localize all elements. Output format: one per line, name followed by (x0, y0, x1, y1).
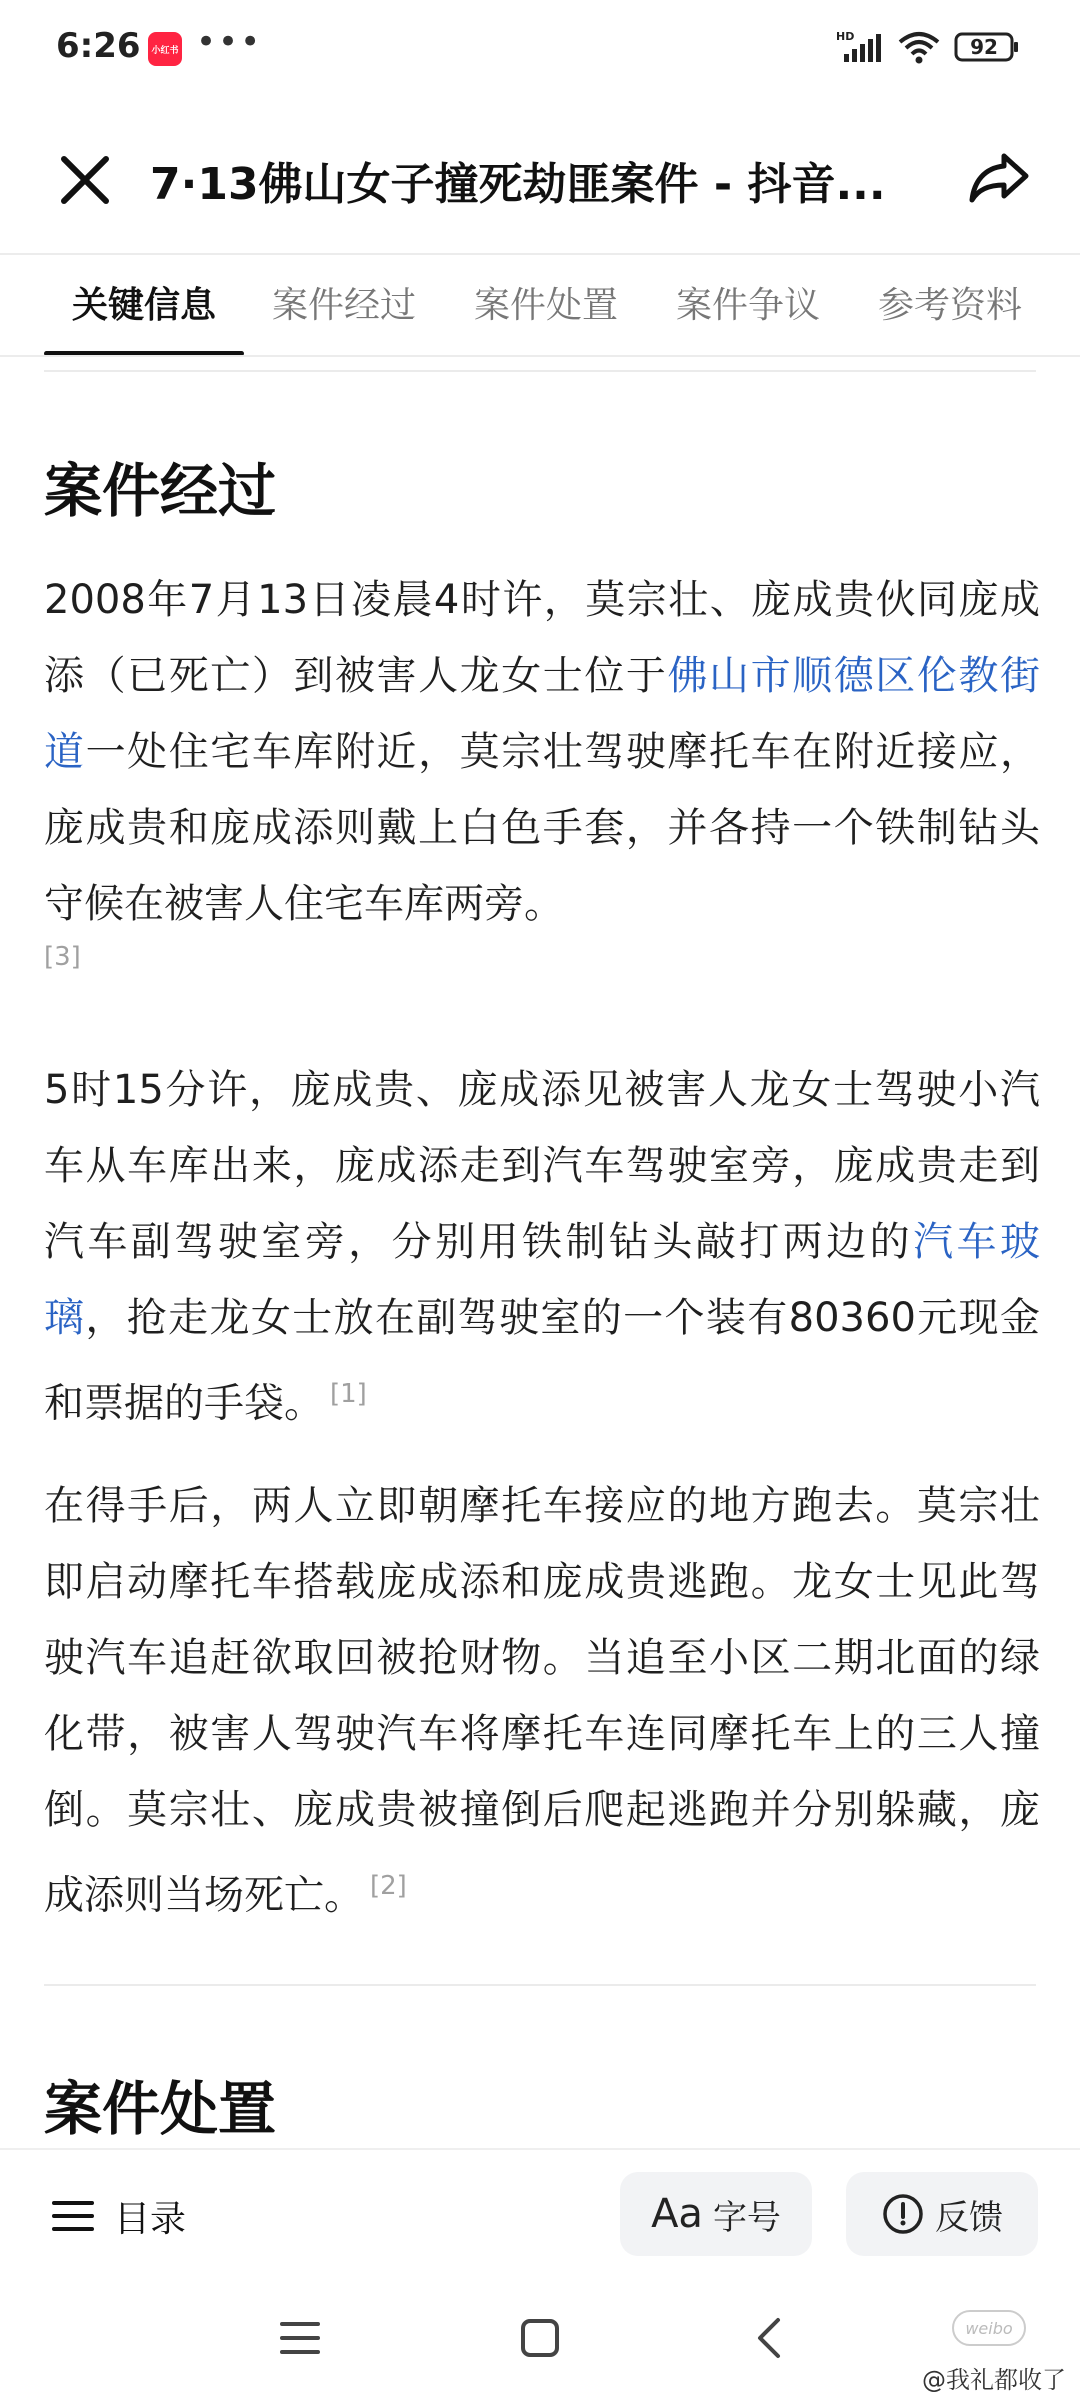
feedback-icon (881, 2192, 925, 2236)
tab-case-dispute[interactable]: 案件争议 (675, 285, 820, 326)
menu-list-icon (52, 2198, 94, 2234)
status-bar (0, 0, 1080, 100)
weibo-watermark-logo: weibo (952, 2310, 1026, 2346)
more-notifications-icon: ••• (196, 22, 263, 62)
page-header (0, 110, 1080, 250)
feedback-label: 反馈 (935, 2197, 1003, 2238)
paragraph-3 (44, 1468, 1040, 1933)
paragraph-3-text: 在得手后，两人立即朝摩托车接应的地方跑去。莫宗壮即启动摩托车搭载庞成添和庞成贵逃跑。龙女士见此驾驶汽车追赶欲取回被抢财物。当追至小区二期北面的绿化带，被害人驾驶汽车将摩托车连同摩托车上的三人撞倒。莫宗壮、庞成贵被撞倒后爬起逃跑并分别躲藏，庞成添则当场死亡。 (44, 1483, 1040, 1919)
paragraph-2-text-b: ，抢走龙女士放在副驾驶室的一个装有80360元现金和票据的手袋。 (44, 1295, 1041, 1427)
paragraph-1-text-a: 2008年7月13日凌晨4时许，莫宗壮、庞成贵伙同庞成添（已死亡）到被害人龙女士位于 (44, 577, 1040, 699)
status-indicators (836, 30, 1020, 64)
tab-references[interactable]: 参考资料 (877, 285, 1022, 326)
font-size-icon: Aa (651, 2191, 703, 2237)
section-tabs (0, 256, 1080, 356)
font-size-label: 字号 (712, 2197, 781, 2238)
tab-case-handling[interactable]: 案件处置 (473, 285, 618, 326)
system-nav-bar (0, 2278, 1080, 2400)
home-button[interactable] (510, 2308, 570, 2368)
paragraph-1 (44, 562, 1040, 942)
page-title: 7·13佛山女子撞死劫匪案件 - 抖音... (150, 159, 886, 210)
wifi-icon (898, 30, 940, 64)
recent-apps-button[interactable] (270, 2308, 330, 2368)
toc-button[interactable] (52, 2186, 186, 2246)
section-title-case-process: 案件经过 (44, 457, 277, 525)
header-divider (0, 253, 1080, 255)
back-chevron-icon (740, 2308, 800, 2368)
reference-3[interactable]: [3] (44, 942, 81, 972)
battery-icon (954, 31, 1020, 63)
close-icon (50, 145, 120, 215)
close-button[interactable] (50, 145, 120, 215)
reference-2[interactable]: [2] (370, 1871, 407, 1901)
xiaohongshu-app-icon: 小红书 (148, 32, 182, 66)
toc-label: 目录 (114, 2198, 187, 2240)
section-title-case-handling: 案件处置 (44, 2075, 277, 2143)
tab-case-process[interactable]: 案件经过 (271, 285, 416, 326)
section-divider (44, 1984, 1036, 1986)
network-type-label: HD (836, 30, 855, 43)
paragraph-1-text-b: 一处住宅车库附近，莫宗壮驾驶摩托车在附近接应，庞成贵和庞成添则戴上白色手套，并各持一个铁制钻头守候在被害人住宅车库两旁。 (44, 729, 1041, 927)
battery-level: 92 (970, 35, 998, 59)
share-icon (964, 142, 1034, 212)
watermark-text: @我礼都收了 (922, 2366, 1066, 2394)
menu-icon (270, 2308, 330, 2368)
link-car-glass[interactable]: 汽车玻璃 (44, 1219, 1041, 1341)
signal-icon (836, 30, 884, 64)
back-button[interactable] (740, 2308, 800, 2368)
paragraph-2 (44, 1052, 1040, 1441)
content-divider (44, 370, 1036, 372)
reference-1[interactable]: [1] (330, 1379, 367, 1409)
home-square-icon (510, 2308, 570, 2368)
bottom-toolbar (0, 2148, 1080, 2278)
font-size-button[interactable] (620, 2172, 812, 2256)
paragraph-2-text-a: 5时15分许，庞成贵、庞成添见被害人龙女士驾驶小汽车从车库出来，庞成添走到汽车驾驶室旁，庞成贵走到汽车副驾驶室旁，分别用铁制钻头敲打两边的 (44, 1067, 1040, 1265)
share-button[interactable] (964, 142, 1034, 212)
tabs-divider (0, 355, 1080, 357)
tab-key-info[interactable]: 关键信息 (71, 285, 216, 326)
status-time: 6:26 (56, 26, 141, 66)
link-foshan-shunde-lunjiao[interactable]: 佛山市顺德区伦教街道 (44, 653, 1041, 775)
feedback-button[interactable] (846, 2172, 1038, 2256)
